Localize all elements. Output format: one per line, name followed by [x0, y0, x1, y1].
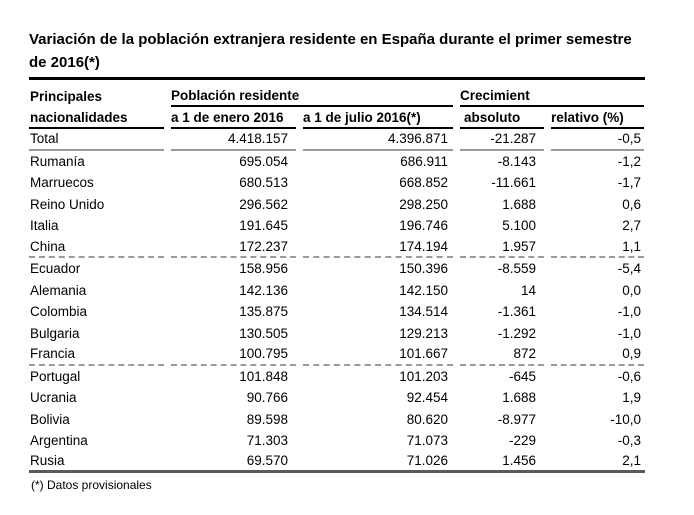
- cell-nationality: Alemania: [30, 282, 87, 298]
- cell-jul-2016: 196.746: [399, 218, 448, 234]
- cell-growth-absolute: 5.100: [502, 218, 536, 234]
- cell-jan-2016: 172.237: [171, 237, 296, 259]
- cell-jan-2016: 69.570: [246, 453, 288, 469]
- footnote: (*) Datos provisionales: [31, 478, 152, 492]
- cell-growth-absolute: 1.688: [502, 390, 536, 406]
- cell-growth-absolute: -645: [508, 368, 536, 384]
- cell-growth-relative: -0,3: [617, 433, 641, 449]
- cell-growth-absolute: -1.361: [497, 304, 536, 320]
- cell-jul-2016: 686.911: [400, 153, 448, 169]
- cell-growth-relative: 0,9: [551, 344, 644, 366]
- table-row: [29, 215, 645, 237]
- cell-jan-2016: 680.513: [239, 175, 288, 191]
- cell-growth-absolute: 872: [460, 344, 544, 366]
- cell-growth-absolute: -11.661: [491, 175, 536, 191]
- table-row: [29, 409, 645, 431]
- cell-jan-2016: 89.598: [246, 411, 288, 427]
- cell-nationality: Francia: [29, 344, 164, 366]
- header-absoluto: absoluto: [460, 107, 544, 129]
- cell-nationality: Ecuador: [30, 261, 81, 277]
- table-body: [29, 129, 645, 473]
- report-page: [29, 28, 645, 492]
- cell-growth-absolute: -8.559: [497, 261, 536, 277]
- cell-growth-absolute: 14: [520, 282, 536, 298]
- cell-nationality: Marruecos: [30, 175, 94, 191]
- header-crecimiento: Crecimient: [460, 85, 644, 107]
- header-relativo: relativo (%): [551, 107, 644, 129]
- cell-growth-relative: -1,0: [617, 325, 641, 341]
- cell-jan-2016: 90.766: [246, 390, 288, 406]
- header-julio-2016: a 1 de julio 2016(*): [303, 107, 453, 129]
- header-nacionalidades: nacionalidades: [29, 107, 164, 129]
- cell-growth-absolute: -21.287: [460, 129, 544, 151]
- cell-nationality: Colombia: [30, 304, 88, 320]
- cell-jul-2016: 92.454: [406, 390, 448, 406]
- population-variation-table: [29, 80, 645, 473]
- cell-growth-absolute: -1.292: [497, 325, 536, 341]
- table-row: [29, 366, 645, 388]
- cell-jul-2016: 668.852: [399, 175, 448, 191]
- cell-jan-2016: 71.303: [246, 433, 288, 449]
- cell-growth-relative: 1,9: [622, 390, 641, 406]
- cell-nationality: Portugal: [30, 368, 81, 384]
- cell-growth-relative: 1,1: [551, 237, 644, 259]
- cell-growth-absolute: 1.688: [502, 196, 536, 212]
- cell-nationality: Ucrania: [30, 390, 77, 406]
- header-poblacion-residente: Población residente: [171, 85, 453, 107]
- cell-jan-2016: 158.956: [239, 261, 288, 277]
- table-row: [29, 301, 645, 323]
- cell-jul-2016: 129.213: [399, 325, 448, 341]
- cell-jul-2016: 101.203: [399, 368, 448, 384]
- cell-growth-relative: -0,5: [551, 129, 644, 151]
- cell-jul-2016: 71.073: [406, 433, 448, 449]
- cell-nationality: Total: [29, 129, 164, 151]
- cell-nationality: Bolivia: [30, 411, 70, 427]
- table-row: [29, 280, 645, 302]
- table-row: [29, 194, 645, 216]
- cell-nationality: Rusia: [30, 453, 65, 469]
- cell-growth-relative: -1,2: [617, 153, 641, 169]
- cell-jan-2016: 191.645: [239, 218, 288, 234]
- cell-growth-relative: 0,6: [622, 196, 641, 212]
- cell-jul-2016: 4.396.871: [303, 129, 453, 151]
- cell-nationality: Italia: [30, 218, 59, 234]
- cell-growth-relative: -1,7: [617, 175, 641, 191]
- cell-jul-2016: 101.667: [303, 344, 453, 366]
- table-row: [29, 172, 645, 194]
- cell-nationality: Rumanía: [30, 153, 85, 169]
- cell-growth-absolute: 1.456: [502, 453, 536, 469]
- cell-growth-relative: -5,4: [617, 261, 641, 277]
- cell-jan-2016: 101.848: [239, 368, 288, 384]
- cell-nationality: China: [29, 237, 164, 259]
- table-row: [29, 344, 645, 366]
- header-principales: Principales: [30, 88, 103, 104]
- cell-growth-relative: -0,6: [617, 368, 641, 384]
- cell-growth-absolute: -8.143: [497, 153, 536, 169]
- table-row: [29, 452, 645, 474]
- cell-jan-2016: 142.136: [239, 282, 288, 298]
- cell-jul-2016: 150.396: [399, 261, 448, 277]
- cell-jan-2016: 695.054: [239, 153, 288, 169]
- cell-jul-2016: 174.194: [303, 237, 453, 259]
- cell-nationality: Reino Unido: [30, 196, 105, 212]
- cell-jul-2016: 71.026: [406, 453, 448, 469]
- cell-jan-2016: 296.562: [239, 196, 288, 212]
- cell-jul-2016: 298.250: [399, 196, 448, 212]
- header-enero-2016: a 1 de enero 2016: [171, 107, 296, 129]
- page-title: Variación de la población extranjera residente en España durante el primer semestre de 2016(*): [29, 28, 645, 80]
- table-row: [29, 323, 645, 345]
- cell-growth-absolute: -229: [508, 433, 536, 449]
- table-row: [29, 387, 645, 409]
- cell-jan-2016: 4.418.157: [171, 129, 296, 151]
- table-header-sub-row: [29, 107, 645, 129]
- cell-growth-relative: 2,1: [622, 453, 641, 469]
- cell-jan-2016: 130.505: [239, 325, 288, 341]
- cell-jul-2016: 134.514: [399, 304, 448, 320]
- cell-growth-relative: 2,7: [622, 218, 641, 234]
- cell-growth-absolute: -8.977: [497, 411, 536, 427]
- cell-growth-relative: 0,0: [622, 282, 641, 298]
- cell-jul-2016: 80.620: [406, 411, 448, 427]
- cell-nationality: Bulgaria: [30, 325, 80, 341]
- table-row: [29, 129, 645, 151]
- table-header-group-row: [29, 85, 645, 107]
- table-row: [29, 430, 645, 452]
- table-row: [29, 258, 645, 280]
- cell-jul-2016: 142.150: [399, 282, 448, 298]
- cell-growth-relative: -1,0: [617, 304, 641, 320]
- cell-jan-2016: 100.795: [171, 344, 296, 366]
- cell-nationality: Argentina: [30, 433, 88, 449]
- cell-growth-relative: -10,0: [610, 411, 641, 427]
- table-row: [29, 151, 645, 173]
- table-row: [29, 237, 645, 259]
- cell-jan-2016: 135.875: [239, 304, 288, 320]
- cell-growth-absolute: 1.957: [460, 237, 544, 259]
